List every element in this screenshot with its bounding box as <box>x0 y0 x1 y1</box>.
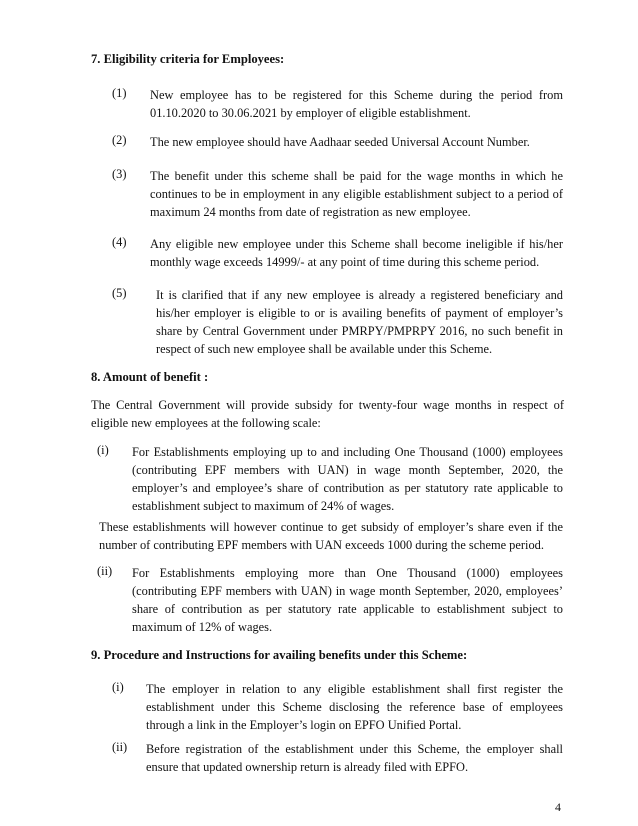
s8-item-i-text: For Establishments employing up to and including One Thousand (1000) employees (contributing EPF members with UAN) in wage month September, 2020, the employer’s and employee’s share of contribution as per statutory rate applicable to establishment subject to maximum of 24% of wages. <box>132 445 563 513</box>
s7-item-3-number: (3) <box>112 167 127 181</box>
s9-item-ii-number: (ii) <box>112 740 128 754</box>
s7-item-5-number: (5) <box>112 286 127 300</box>
s8-item-ii-number: (ii) <box>97 564 113 578</box>
section-9-heading: 9. Procedure and Instructions for availing benefits under this Scheme: <box>91 648 468 662</box>
s7-item-5-text: It is clarified that if any new employee is already a registered beneficiary and his/her employer is eligible to or is availing benefits of payment of employer’s share by Central Government under PMRPY/PMPRPY 2016, no such benefit in respect of such new employee shall be available under this Scheme. <box>156 288 563 356</box>
s9-item-i-number: (i) <box>112 680 124 694</box>
s7-item-4-number: (4) <box>112 235 127 249</box>
section-8-heading: 8. Amount of benefit : <box>91 370 209 384</box>
s8-item-ii-text: For Establishments employing more than One Thousand (1000) employees (contributing EPF members with UAN) in wage month September, 2020, employees’ share of contribution as per statutory rate applicable to establishment subject to maximum of 12% of wages. <box>132 566 563 634</box>
s7-item-3-text: The benefit under this scheme shall be paid for the wage months in which he continues to be in employment in any eligible establishment subject to a period of maximum 24 months from date of registration as new employee. <box>150 169 563 219</box>
s8-intro-paragraph: The Central Government will provide subsidy for twenty-four wage months in respect of eligible new employees at the following scale: <box>91 398 564 430</box>
s9-item-i-text: The employer in relation to any eligible establishment shall first register the establishment under this Scheme disclosing the reference base of employees through a link in the Employer’s login on EPFO Unified Portal. <box>146 682 563 732</box>
s7-item-2-text: The new employee should have Aadhaar seeded Universal Account Number. <box>150 135 530 149</box>
page-number: 4 <box>555 800 561 814</box>
s8-note-paragraph: These establishments will however continue to get subsidy of employer’s share even if the number of contributing EPF members with UAN exceeds 1000 during the scheme period. <box>99 520 563 552</box>
s9-item-ii-text: Before registration of the establishment under this Scheme, the employer shall ensure that updated ownership return is already filed with EPFO. <box>146 742 563 774</box>
s7-item-1-number: (1) <box>112 86 127 100</box>
s7-item-2-number: (2) <box>112 133 127 147</box>
s8-item-i-number: (i) <box>97 443 109 457</box>
section-7-heading: 7. Eligibility criteria for Employees: <box>91 52 285 66</box>
s7-item-4-text: Any eligible new employee under this Scheme shall become ineligible if his/her monthly wage exceeds 14999/- at any point of time during this scheme period. <box>150 237 563 269</box>
s7-item-1-text: New employee has to be registered for this Scheme during the period from 01.10.2020 to 30.06.2021 by employer of eligible establishment. <box>150 88 563 120</box>
